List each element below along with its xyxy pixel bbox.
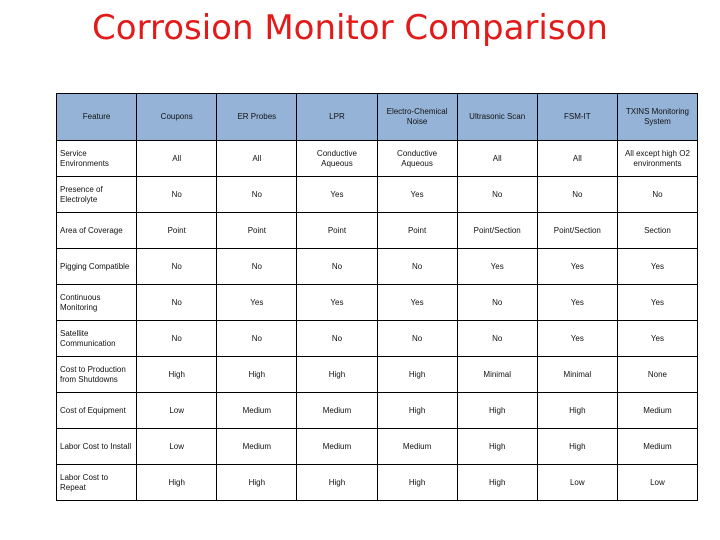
table-header-row	[57, 94, 698, 141]
table-cell: Yes	[617, 285, 697, 321]
table-row	[57, 213, 698, 249]
table-cell: Low	[137, 429, 217, 465]
table-cell: Medium	[217, 393, 297, 429]
table-cell: Medium	[297, 393, 377, 429]
table-cell: Low	[617, 465, 697, 501]
table-row	[57, 321, 698, 357]
table-cell: Labor Cost to Repeat	[57, 465, 137, 501]
column-header: Feature	[57, 94, 137, 141]
table-cell: Minimal	[537, 357, 617, 393]
table-cell: Medium	[617, 429, 697, 465]
table-cell: Medium	[617, 393, 697, 429]
table-cell: Area of Coverage	[57, 213, 137, 249]
column-header: Electro-Chemical Noise	[377, 94, 457, 141]
table-cell: Service Environments	[57, 141, 137, 177]
table-cell: Yes	[617, 249, 697, 285]
table-cell: Labor Cost to Install	[57, 429, 137, 465]
table-cell: Yes	[217, 285, 297, 321]
table-cell: No	[297, 249, 377, 285]
table-cell: Point	[377, 213, 457, 249]
table-cell: High	[217, 465, 297, 501]
table-cell: High	[537, 393, 617, 429]
table-cell: Cost to Production from Shutdowns	[57, 357, 137, 393]
table-cell: No	[297, 321, 377, 357]
table-cell: All except high O2 environments	[617, 141, 697, 177]
table-cell: High	[297, 357, 377, 393]
table-cell: No	[137, 285, 217, 321]
table-cell: Point/Section	[537, 213, 617, 249]
table-cell: No	[137, 249, 217, 285]
table-cell: Continuous Monitoring	[57, 285, 137, 321]
table-row	[57, 177, 698, 213]
table-cell: Yes	[537, 321, 617, 357]
table-cell: No	[137, 321, 217, 357]
column-header: Coupons	[137, 94, 217, 141]
table-cell: Medium	[297, 429, 377, 465]
table-row	[57, 141, 698, 177]
table-cell: Satellite Communication	[57, 321, 137, 357]
table-cell: Point	[217, 213, 297, 249]
table-cell: High	[457, 393, 537, 429]
table-cell: Conductive Aqueous	[377, 141, 457, 177]
table-cell: No	[457, 285, 537, 321]
table-cell: Medium	[217, 429, 297, 465]
table-cell: Cost of Equipment	[57, 393, 137, 429]
table-cell: No	[617, 177, 697, 213]
table-cell: Point	[297, 213, 377, 249]
table-cell: Yes	[617, 321, 697, 357]
column-header: ER Probes	[217, 94, 297, 141]
table-cell: Yes	[297, 177, 377, 213]
table-cell: No	[217, 321, 297, 357]
table-cell: Yes	[537, 249, 617, 285]
table-cell: No	[137, 177, 217, 213]
column-header: LPR	[297, 94, 377, 141]
table-cell: No	[377, 321, 457, 357]
table-cell: Point	[137, 213, 217, 249]
table-cell: Low	[137, 393, 217, 429]
table-cell: High	[217, 357, 297, 393]
table-cell: All	[537, 141, 617, 177]
table-cell: None	[617, 357, 697, 393]
table-cell: Yes	[297, 285, 377, 321]
table-cell: No	[217, 177, 297, 213]
table-cell: Section	[617, 213, 697, 249]
table-cell: No	[537, 177, 617, 213]
table-cell: All	[137, 141, 217, 177]
table-cell: Yes	[377, 285, 457, 321]
table-row	[57, 393, 698, 429]
table-cell: High	[457, 429, 537, 465]
table-row	[57, 357, 698, 393]
table-row	[57, 285, 698, 321]
table-cell: Point/Section	[457, 213, 537, 249]
table-cell: Low	[537, 465, 617, 501]
column-header: TXINS Monitoring System	[617, 94, 697, 141]
table-cell: No	[457, 321, 537, 357]
table-cell: No	[457, 177, 537, 213]
table-cell: All	[457, 141, 537, 177]
comparison-table	[56, 93, 698, 501]
table-cell: All	[217, 141, 297, 177]
table-cell: High	[137, 357, 217, 393]
table-cell: High	[377, 465, 457, 501]
table-cell: High	[457, 465, 537, 501]
table-row	[57, 465, 698, 501]
table-cell: No	[217, 249, 297, 285]
column-header: FSM-IT	[537, 94, 617, 141]
table-cell: No	[377, 249, 457, 285]
table-row	[57, 429, 698, 465]
table-cell: Yes	[457, 249, 537, 285]
table-cell: High	[377, 393, 457, 429]
table-cell: Conductive Aqueous	[297, 141, 377, 177]
table-cell: Presence of Electrolyte	[57, 177, 137, 213]
table-cell: Medium	[377, 429, 457, 465]
table-cell: High	[297, 465, 377, 501]
table-cell: Pigging Compatible	[57, 249, 137, 285]
table-cell: Yes	[537, 285, 617, 321]
table-cell: High	[377, 357, 457, 393]
table-cell: Minimal	[457, 357, 537, 393]
table-row	[57, 249, 698, 285]
page-title: Corrosion Monitor Comparison	[92, 8, 608, 48]
table-cell: High	[537, 429, 617, 465]
column-header: Ultrasonic Scan	[457, 94, 537, 141]
table-cell: Yes	[377, 177, 457, 213]
table-cell: High	[137, 465, 217, 501]
